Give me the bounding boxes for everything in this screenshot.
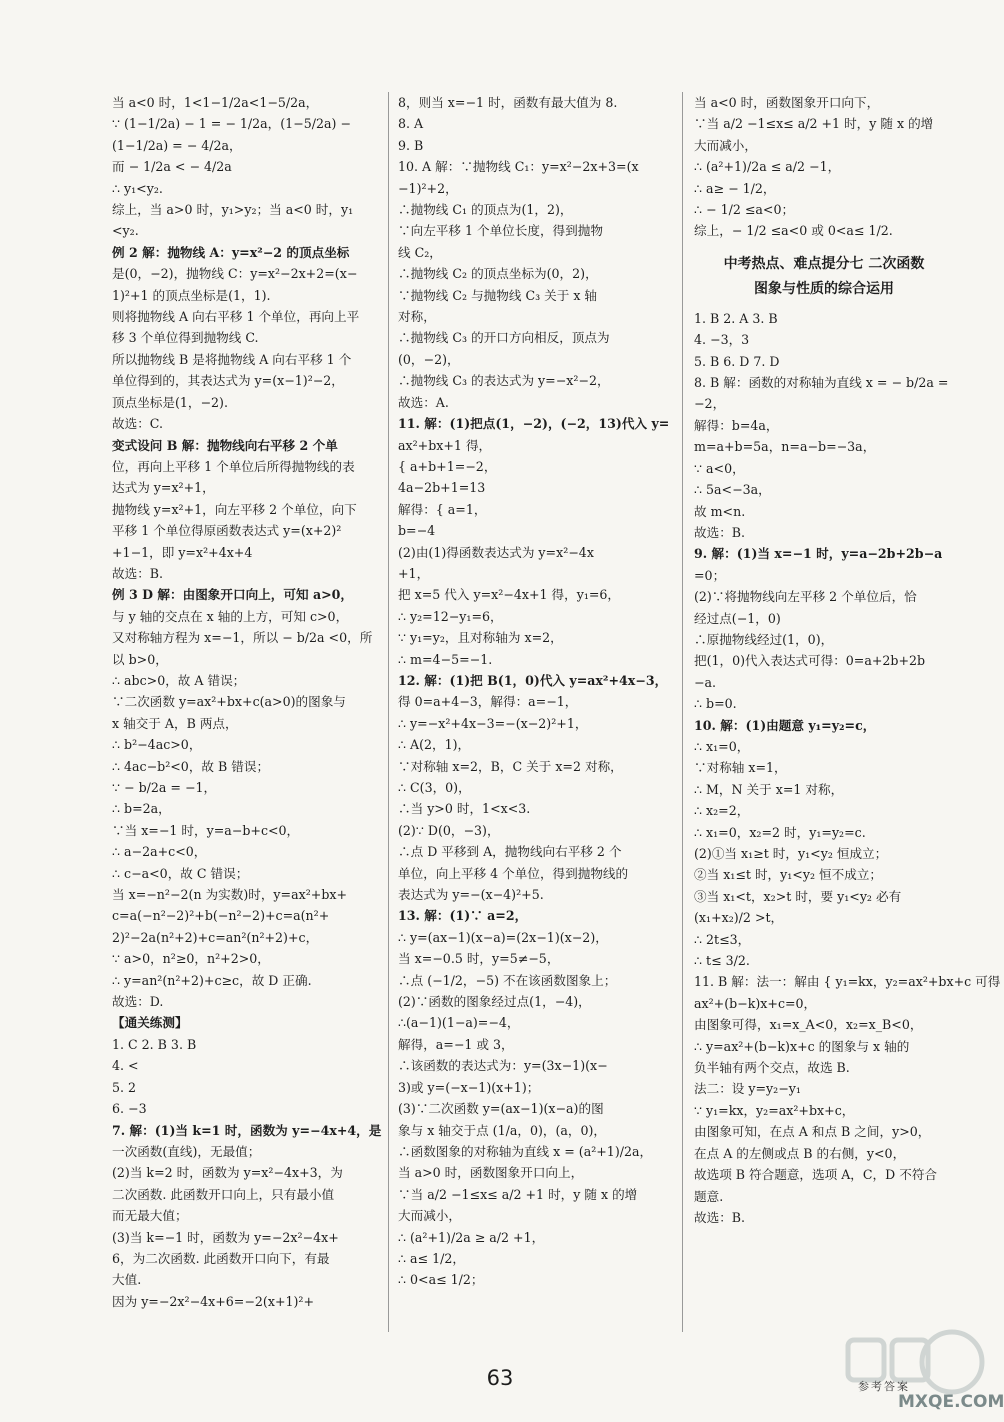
text-line: b=−4 xyxy=(398,523,436,539)
footer-label: 参考答案 xyxy=(858,1380,910,1393)
text-line: ∴点 (−1/2，−5) 不在该函数图象上； xyxy=(398,972,617,988)
text-line: <y₂. xyxy=(112,223,139,239)
text-line: 综上，当 a>0 时，y₁>y₂；当 a<0 时，y₁ xyxy=(112,202,354,218)
text-line: 当 x=−n²−2(n 为实数)时，y=ax²+bx+ xyxy=(112,887,348,903)
watermark-text: MXQE.COM xyxy=(898,1392,1004,1412)
text-line: 例 2 解：抛物线 A：y=x²−2 的顶点坐标 xyxy=(112,244,350,260)
text-line: 因为 y=−2x²−4x+6=−2(x+1)²+ xyxy=(112,1293,315,1309)
text-line: 故选：B. xyxy=(694,524,746,540)
text-line: 象与 x 轴交于点 (1/a，0)，(a，0)， xyxy=(398,1122,606,1138)
text-line: ∴ 4ac−b²<0，故 B 错误； xyxy=(112,758,270,774)
text-line: ∴点 D 平移到 A，抛物线向右平移 2 个 xyxy=(398,844,622,860)
text-line: 5. 2 xyxy=(112,1079,137,1095)
text-line: 故选：C. xyxy=(112,416,163,432)
text-line: ∵ − b/2a = −1， xyxy=(112,780,217,795)
text-line: 10. 解：(1)由题意 y₁=y₂=c， xyxy=(694,717,876,733)
text-line: ∴当 y>0 时，1<x<3. xyxy=(398,801,531,817)
text-line: 11. 解：(1)把点(1，−2)，(−2，13)代入 y= xyxy=(398,416,670,432)
text-line: ∴ x₁=0， xyxy=(694,738,750,754)
text-line: 【通关练测】 xyxy=(112,1015,188,1031)
text-line: 二次函数. 此函数开口向上，只有最小值 xyxy=(112,1186,335,1202)
text-line: 而无最大值； xyxy=(112,1208,188,1224)
text-line: 12. 解：(1)把 B(1，0)代入 y=ax²+4x−3， xyxy=(398,672,668,688)
text-line: 11. B 解：法一：解由 { y₁=kx，y₂=ax²+bx+c 可得 xyxy=(694,974,1001,990)
text-line: 是(0，−2)，抛物线 C：y=x²−2x+2=(x− xyxy=(112,266,358,282)
text-line: −a. xyxy=(694,674,717,690)
column-divider xyxy=(682,92,683,1332)
text-line: 法二：设 y=y₂−y₁ xyxy=(694,1081,801,1097)
text-line: 9. B xyxy=(398,137,424,153)
page-number: 63 xyxy=(486,1366,514,1390)
text-line: (2)∵将抛物线向左平移 2 个单位后，恰 xyxy=(694,589,917,605)
text-line: ∵ a>0，n²≥0，n²+2>0， xyxy=(112,951,270,967)
text-line: ∴ A(2，1)， xyxy=(398,737,471,753)
text-line: 把(1，0)代入表达式可得：0=a+2b+2b xyxy=(694,653,926,669)
text-line: ∴ y=−x²+4x−3=−(x−2)²+1， xyxy=(398,715,588,731)
text-line: (2)由(1)得函数表达式为 y=x²−4x xyxy=(398,544,594,560)
text-line: 得 0=a+4−3，解得：a=−1， xyxy=(398,694,578,710)
text-line: ∴ (a²+1)/2a ≤ a/2 −1， xyxy=(694,159,841,175)
text-line: 9. 解：(1)当 x=−1 时，y=a−2b+2b−a xyxy=(694,546,943,562)
text-line: 故选：D. xyxy=(112,994,164,1010)
text-line: ∴ a≥ − 1/2， xyxy=(694,180,776,196)
text-line: ∵ y₁=y₂，且对称轴为 x=2， xyxy=(398,630,563,646)
text-line: 由图象可得，x₁=x_A<0，x₂=x_B<0， xyxy=(694,1017,923,1033)
text-line: ③当 x₁<t，x₂>t 时，要 y₁<y₂ 必有 xyxy=(694,888,902,904)
text-line: ∴ x₁=0，x₂=2 时，y₁=y₂=c. xyxy=(694,824,866,840)
text-line: 1. C 2. B 3. B xyxy=(112,1036,197,1052)
text-line: (2)∵函数的图象经过点(1，−4)， xyxy=(398,994,591,1010)
text-line: 又对称轴方程为 x=−1，所以 − b/2a <0，所 xyxy=(112,630,373,646)
text-line: 故选：B. xyxy=(112,565,164,581)
text-line: 6. −3 xyxy=(112,1101,147,1117)
text-line: 8. B 解：函数的对称轴为直线 x = − b/2a = xyxy=(694,375,949,391)
text-line: 5. B 6. D 7. D xyxy=(694,353,780,369)
text-line: (0，−2)， xyxy=(398,351,460,367)
text-line: ∴ c−a<0，故 C 错误； xyxy=(112,865,249,881)
text-line: ∴抛物线 C₃ 的开口方向相反，顶点为 xyxy=(398,330,610,346)
text-line: +1−1，即 y=x²+4x+4 xyxy=(112,544,253,560)
text-line: 在点 A 的左侧或点 B 的右侧，y<0， xyxy=(694,1145,906,1161)
text-line: 线 C₂， xyxy=(398,244,442,260)
text-line: ∴该函数的表达式为：y=(3x−1)(x− xyxy=(398,1058,608,1074)
text-line: ∴ 5a<−3a， xyxy=(694,482,771,498)
text-line: ∵ a<0， xyxy=(694,460,745,476)
text-line: 大而减小， xyxy=(398,1208,461,1224)
text-line: 单位，向上平移 4 个单位，得到抛物线的 xyxy=(398,865,629,881)
text-line: 2)²−2a(n²+2)+c=an²(n²+2)+c， xyxy=(112,929,319,945)
text-line: 以 b>0， xyxy=(112,651,168,667)
text-line: ∴ b=2a， xyxy=(112,801,171,817)
text-line: 故 m<n. xyxy=(694,503,746,519)
text-line: 4a−2b+1=13 xyxy=(398,480,486,496)
text-line: 8，则当 x=−1 时，函数有最大值为 8. xyxy=(398,95,618,110)
text-line: 当 x=−0.5 时，y=5≠−5， xyxy=(398,951,560,967)
text-line: ②当 x₁≤t 时，y₁<y₂ 恒不成立； xyxy=(694,867,882,883)
text-line: m=a+b=5a，n=a−b=−3a， xyxy=(694,439,876,455)
text-line: (1−1/2a) = − 4/2a， xyxy=(112,137,242,153)
text-line: 3)或 y=(−x−1)(x+1)； xyxy=(398,1079,540,1095)
text-line: 当 a<0 时，函数图象开口向下， xyxy=(694,95,880,110)
text-line: 变式设问 B 解：抛物线向右平移 2 个单 xyxy=(112,437,338,453)
text-line: ∴(a−1)(1−a)=−4， xyxy=(398,1015,520,1031)
text-line: ∵当 a/2 −1≤x≤ a/2 +1 时，y 随 x 的增 xyxy=(398,1186,638,1202)
text-line: 抛物线 y=x²+1，向左平移 2 个单位，向下 xyxy=(112,501,357,517)
text-line: (x₁+x₂)/2 >t， xyxy=(694,910,784,926)
text-line: ∴ b²−4ac>0， xyxy=(112,737,202,753)
text-line: ∴ M，N 关于 x=1 对称， xyxy=(694,781,844,797)
text-line: ∵向左平移 1 个单位长度，得到抛物 xyxy=(398,223,603,239)
text-line: 达式为 y=x²+1， xyxy=(112,480,215,496)
text-line: 例 3 D 解：由图象开口向上，可知 a>0， xyxy=(112,587,354,603)
text-line: 解得：b=4a， xyxy=(694,417,779,433)
text-line: 6，为二次函数. 此函数开口向下，有最 xyxy=(112,1250,330,1266)
text-line: 故选项 B 符合题意，选项 A，C，D 不符合 xyxy=(694,1167,938,1183)
text-line: ∴ abc>0，故 A 错误； xyxy=(112,672,246,688)
text-line: 当 a>0 时，函数图象开口向上， xyxy=(398,1165,584,1181)
text-line: ∵二次函数 y=ax²+bx+c(a>0)的图象与 xyxy=(112,694,346,710)
text-line: (2)∵ D(0，−3)， xyxy=(398,822,500,838)
column-right xyxy=(694,92,1001,1228)
text-line: ∵当 a/2 −1≤x≤ a/2 +1 时，y 随 x 的增 xyxy=(694,116,934,132)
text-line: 把 x=5 代入 y=x²−4x+1 得，y₁=6， xyxy=(398,587,621,603)
text-line: 位，再向上平移 1 个单位后所得抛物线的表 xyxy=(112,458,355,474)
text-line: ∵对称轴 x=1， xyxy=(694,760,787,776)
text-line: 解得，a=−1 或 3， xyxy=(398,1036,514,1052)
column-right-bottom xyxy=(694,308,1001,1228)
text-line: 大而减小， xyxy=(694,137,757,153)
text-line: 而 − 1/2a < − 4/2a xyxy=(112,159,232,175)
text-line: ∴ y₂=12−y₁=6， xyxy=(398,608,503,624)
text-line: ∴ (a²+1)/2a ≥ a/2 +1， xyxy=(398,1229,545,1245)
text-line: ∴抛物线 C₁ 的顶点为(1，2)， xyxy=(398,202,573,218)
text-line: ∵ y₁=kx，y₂=ax²+bx+c， xyxy=(694,1102,855,1118)
text-line: ∴函数图象的对称轴为直线 x = (a²+1)/2a， xyxy=(398,1143,653,1159)
text-line: 对称， xyxy=(398,309,436,325)
text-line: ∴ a≤ 1/2， xyxy=(398,1250,465,1266)
text-line: 移 3 个单位得到抛物线 C. xyxy=(112,330,259,346)
text-line: 则将抛物线 A 向右平移 1 个单位，再向上平 xyxy=(112,309,360,325)
text-line: ∴抛物线 C₂ 的顶点坐标为(0，2)， xyxy=(398,266,598,282)
text-line: ∴ 0<a≤ 1/2； xyxy=(398,1272,484,1288)
text-line: ∴ m=4−5=−1. xyxy=(398,651,493,667)
text-line: 故选：B. xyxy=(694,1209,746,1225)
text-line: 经过点(−1，0) xyxy=(694,610,781,626)
text-line: 与 y 轴的交点在 x 轴的上方，可知 c>0， xyxy=(112,608,349,624)
text-line: 负半轴有两个交点，故选 B. xyxy=(694,1060,850,1076)
text-line: ∴ y=ax²+(b−k)x+c 的图象与 x 轴的 xyxy=(694,1038,910,1054)
text-line: 当 a<0 时，1<1−1/2a<1−5/2a， xyxy=(112,95,319,110)
text-line: ∵ (1−1/2a) − 1 = − 1/2a，(1−5/2a) − xyxy=(112,116,351,132)
text-line: ∴ x₂=2， xyxy=(694,803,750,819)
text-line: 顶点坐标是(1，−2). xyxy=(112,394,228,410)
text-line: 由图象可知，在点 A 和点 B 之间，y>0， xyxy=(694,1124,931,1140)
text-line: 题意. xyxy=(694,1188,724,1204)
text-line: ∴ y=(ax−1)(x−a)=(2x−1)(x−2)， xyxy=(398,929,608,945)
text-line: { a+b+1=−2， xyxy=(398,458,497,474)
text-line: ax²+(b−k)x+c=0， xyxy=(694,995,817,1011)
text-line: 一次函数(直线)，无最值； xyxy=(112,1143,261,1159)
text-line: 所以抛物线 B 是将抛物线 A 向右平移 1 个 xyxy=(112,351,352,367)
text-line: ∴ y₁<y₂. xyxy=(112,180,163,196)
text-line: ∴ t≤ 3/2. xyxy=(694,953,750,969)
text-line: ∴ y=an²(n²+2)+c≥c，故 D 正确. xyxy=(112,972,312,988)
text-line: ∵对称轴 x=2，B，C 关于 x=2 对称， xyxy=(398,758,623,774)
text-line: 4. −3，3 xyxy=(694,332,750,348)
text-line: ∴ a−2a+c<0， xyxy=(112,844,207,860)
section-title-line-1: 中考热点、难点提分七 二次函数 xyxy=(723,255,925,272)
text-line: +1， xyxy=(398,565,430,581)
text-line: −1)²+2， xyxy=(398,180,458,196)
text-line: 解得：{ a=1， xyxy=(398,501,487,517)
text-line: (3)当 k=−1 时，函数为 y=−2x²−4x+ xyxy=(112,1229,339,1245)
text-line: (2)①当 x₁≥t 时，y₁<y₂ 恒成立； xyxy=(694,846,888,861)
text-line: ∴原抛物线经过(1，0)， xyxy=(694,631,834,647)
section-title-line-2: 图象与性质的综合运用 xyxy=(754,280,894,297)
text-line: =0； xyxy=(694,567,726,583)
text-line: ∵当 x=−1 时，y=a−b+c<0， xyxy=(112,822,300,838)
text-line: 大值. xyxy=(112,1272,142,1288)
text-line: 1. B 2. A 3. B xyxy=(694,310,778,326)
text-line: c=a(−n²−2)²+b(−n²−2)+c=a(n²+ xyxy=(112,908,330,924)
text-line: 故选：A. xyxy=(398,394,449,410)
text-line: ∴ b=0. xyxy=(694,696,737,712)
section-title xyxy=(694,252,954,302)
text-line: ∴ 2t≤3， xyxy=(694,931,751,947)
column-divider xyxy=(388,92,389,1332)
text-line: ax²+bx+1 得， xyxy=(398,437,492,453)
text-line: 8. A xyxy=(398,116,424,132)
text-line: 4. < xyxy=(112,1058,139,1074)
text-line: (3)∵二次函数 y=(ax−1)(x−a)的图 xyxy=(398,1101,604,1117)
column-right-top xyxy=(694,92,954,242)
column-middle xyxy=(398,92,670,1291)
text-line: 单位得到的，其表达式为 y=(x−1)²−2， xyxy=(112,373,344,389)
text-line: 平移 1 个单位得原函数表达式 y=(x+2)² xyxy=(112,523,342,539)
text-line: x 轴交于 A，B 两点， xyxy=(112,715,238,731)
text-line: (2)当 k=2 时，函数为 y=x²−4x+3，为 xyxy=(112,1165,343,1181)
text-line: ∴抛物线 C₃ 的表达式为 y=−x²−2， xyxy=(398,373,610,389)
text-line: ∴ C(3，0)， xyxy=(398,780,471,795)
text-line: ∴ − 1/2 ≤a<0； xyxy=(694,202,795,218)
column-left xyxy=(112,92,384,1312)
text-line: 7. 解：(1)当 k=1 时，函数为 y=−4x+4，是 xyxy=(112,1122,382,1138)
text-line: −2， xyxy=(694,396,726,412)
text-line: ∵抛物线 C₂ 与抛物线 C₃ 关于 x 轴 xyxy=(398,287,598,303)
text-line: 1)²+1 的顶点坐标是(1，1). xyxy=(112,287,271,303)
text-line: 13. 解：(1)∵ a=2， xyxy=(398,908,528,924)
text-line: 10. A 解：∵抛物线 C₁：y=x²−2x+3=(x xyxy=(398,159,639,175)
text-line: 综上，− 1/2 ≤a<0 或 0<a≤ 1/2. xyxy=(694,223,893,239)
text-line: 表达式为 y=−(x−4)²+5. xyxy=(398,887,544,903)
